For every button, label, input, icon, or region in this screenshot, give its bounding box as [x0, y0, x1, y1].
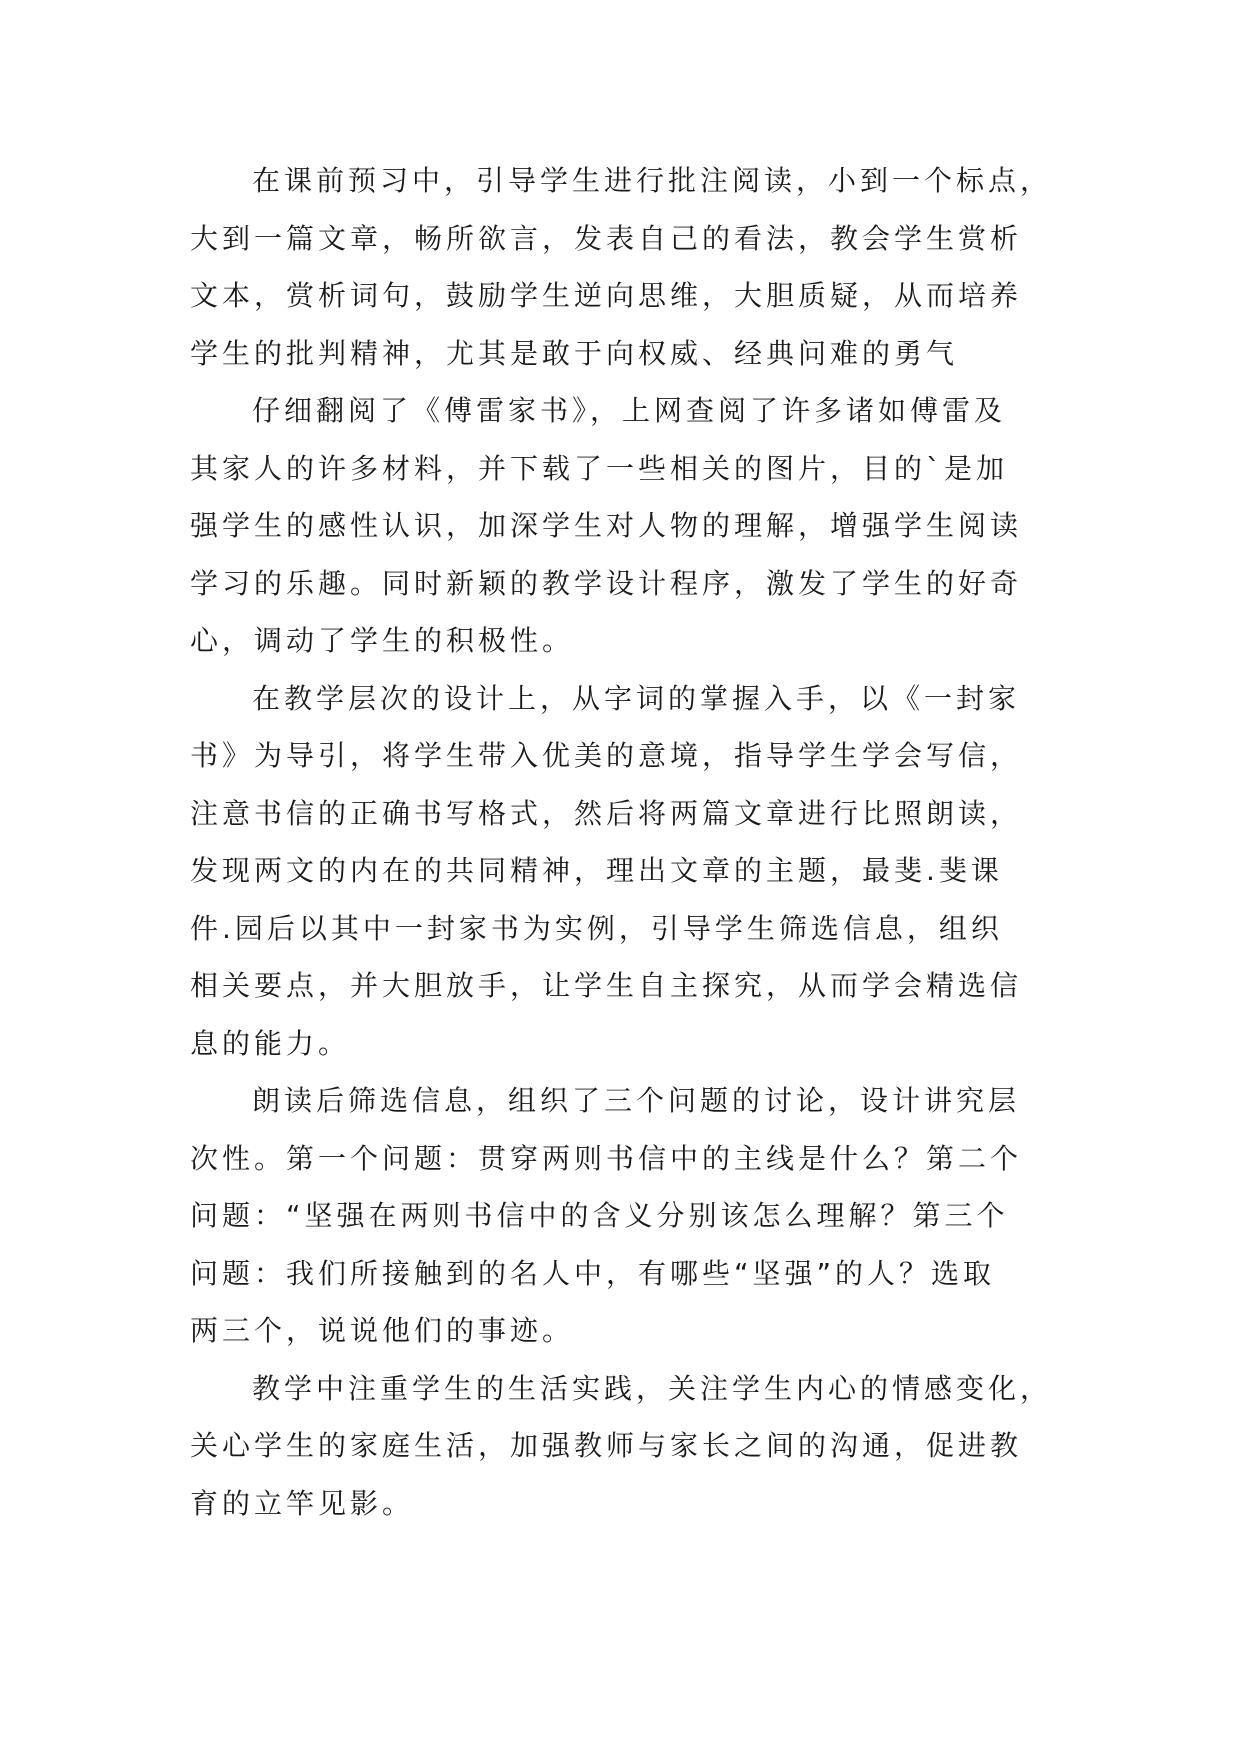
text-line: 注意书信的正确书写格式，然后将两篇文章进行比照朗读，	[190, 796, 1023, 830]
text-line: 问题：我们所接触到的名人中，有哪些“坚强”的人？选取	[190, 1256, 996, 1290]
document-body	[190, 152, 1053, 1532]
text-line: 大到一篇文章，畅所欲言，发表自己的看法，教会学生赏析	[190, 221, 1023, 255]
text-line: 关心学生的家庭生活，加强教师与家长之间的沟通，促进教	[190, 1429, 1023, 1462]
text-line: 教学中注重学生的生活实践，关注学生内心的情感变化，	[252, 1371, 1053, 1405]
text-line: 文本，赏析词句，鼓励学生逆向思维，大胆质疑，从而培养	[190, 279, 1023, 312]
text-line: 息的能力。	[190, 1026, 351, 1060]
text-line: 强学生的感性认识，加深学生对人物的理解，增强学生阅读	[190, 509, 1023, 542]
paragraph-life-practice	[190, 1360, 1053, 1533]
text-line: 两三个，说说他们的事迹。	[190, 1314, 575, 1347]
text-line: 发现两文的内在的共同精神，理出文章的主题，最斐.斐课	[190, 854, 1003, 887]
text-line: 仔细翻阅了《傅雷家书》，上网查阅了许多诸如傅雷及	[252, 394, 1007, 427]
text-line: 学习的乐趣。同时新颖的教学设计程序，激发了学生的好奇	[190, 566, 1023, 600]
text-line: 问题：“坚强在两则书信中的含义分别该怎么理解？第三个	[190, 1199, 1009, 1232]
text-line: 件.园后以其中一封家书为实例，引导学生筛选信息，组织	[190, 911, 1003, 945]
text-line: 书》为导引，将学生带入优美的意境，指导学生学会写信，	[190, 739, 1023, 772]
paragraph-discussion-questions	[190, 1072, 1050, 1360]
text-line: 在课前预习中，引导学生进行批注阅读，小到一个标点，	[252, 164, 1053, 197]
text-line: 次性。第一个问题：贯穿两则书信中的主线是什么？第二个	[190, 1141, 1023, 1175]
text-line: 学生的批判精神，尤其是敢于向权威、经典问难的勇气	[190, 336, 959, 370]
paragraph-fu-lei-letters	[190, 382, 1050, 670]
paragraph-preview-reading	[190, 152, 1053, 382]
text-line: 朗读后筛选信息，组织了三个问题的讨论，设计讲究层	[252, 1084, 1021, 1117]
text-line: 在教学层次的设计上，从字词的掌握入手，以《一封家	[252, 681, 1021, 715]
text-line: 心，调动了学生的积极性。	[190, 624, 575, 657]
text-line: 其家人的许多材料，并下载了一些相关的图片，目的`是加	[190, 451, 1009, 485]
text-line: 相关要点，并大胆放手，让学生自主探究，从而学会精选信	[190, 969, 1023, 1002]
text-line: 育的立竿见影。	[190, 1486, 415, 1520]
paragraph-teaching-design	[190, 670, 1050, 1073]
